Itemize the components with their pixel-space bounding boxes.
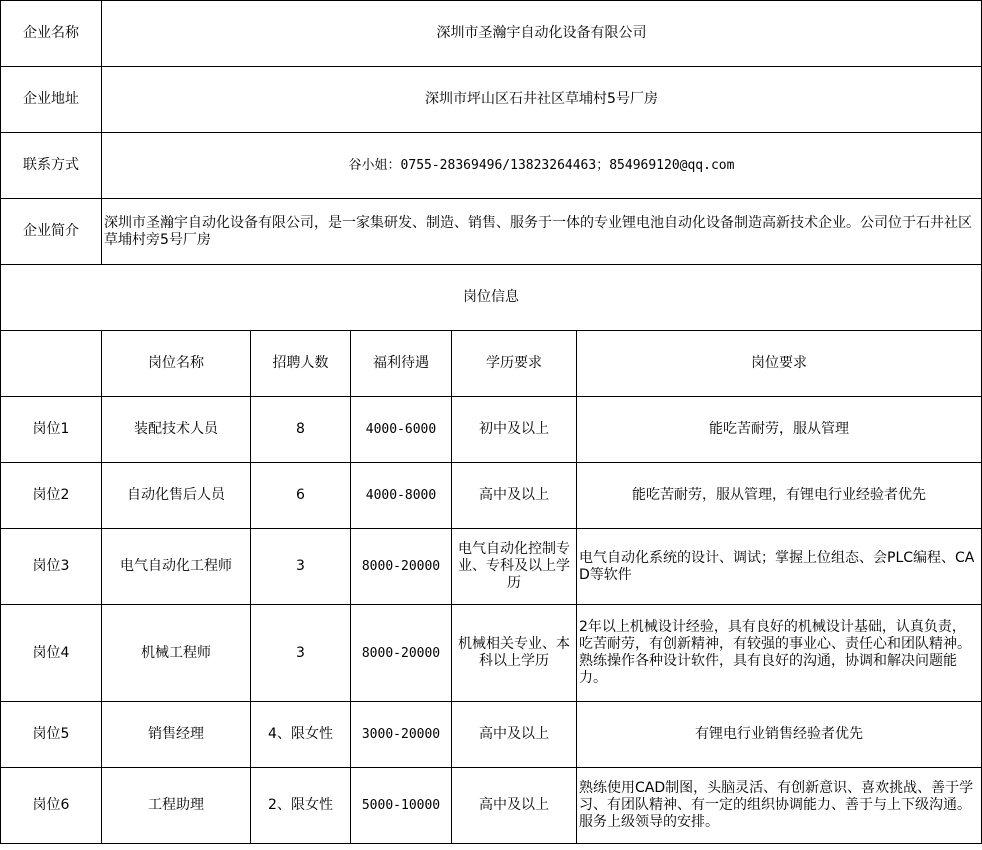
job-requirements: 熟练使用CAD制图，头脑灵活、有创新意识、喜欢挑战、善于学习、有团队精神、有一定的组织协调能力、善于与上下级沟通。服务上级领导的安排。 (577, 768, 982, 844)
company-intro-value: 深圳市圣瀚宇自动化设备有限公司，是一家集研发、制造、销售、服务于一体的专业锂电池自动化设备制造高新技术企业。公司位于石井社区草埔村旁5号厂房 (102, 199, 982, 265)
job-count: 3 (251, 605, 351, 702)
job-salary: 5000-10000 (351, 768, 452, 844)
company-contact-label: 联系方式 (1, 133, 102, 199)
header-job-education: 学历要求 (452, 331, 577, 397)
job-education: 高中及以上 (452, 702, 577, 768)
header-job-count: 招聘人数 (251, 331, 351, 397)
job-education: 高中及以上 (452, 768, 577, 844)
job-education: 机械相关专业、本科以上学历 (452, 605, 577, 702)
job-requirements: 有锂电行业销售经验者优先 (577, 702, 982, 768)
jobs-section-title: 岗位信息 (1, 265, 982, 331)
company-name-row (1, 1, 982, 67)
job-requirements: 能吃苦耐劳，服从管理，有锂电行业经验者优先 (577, 463, 982, 529)
job-salary: 3000-20000 (351, 702, 452, 768)
company-address-label: 企业地址 (1, 67, 102, 133)
header-job-name: 岗位名称 (102, 331, 251, 397)
company-contact-row (1, 133, 982, 199)
table-row (1, 768, 982, 844)
job-label: 岗位2 (1, 463, 102, 529)
jobs-header-row (1, 331, 982, 397)
job-name: 机械工程师 (102, 605, 251, 702)
job-education: 电气自动化控制专业、专科及以上学历 (452, 529, 577, 605)
table-row (1, 397, 982, 463)
job-requirements: 电气自动化系统的设计、调试；掌握上位组态、会PLC编程、CAD等软件 (577, 529, 982, 605)
header-job-requirements: 岗位要求 (577, 331, 982, 397)
job-count: 4、限女性 (251, 702, 351, 768)
job-requirements: 能吃苦耐劳，服从管理 (577, 397, 982, 463)
company-address-row (1, 67, 982, 133)
job-count: 6 (251, 463, 351, 529)
job-label: 岗位1 (1, 397, 102, 463)
header-empty-cell (1, 331, 102, 397)
company-intro-label: 企业简介 (1, 199, 102, 265)
table-row (1, 529, 982, 605)
job-name: 自动化售后人员 (102, 463, 251, 529)
job-label: 岗位3 (1, 529, 102, 605)
table-row (1, 463, 982, 529)
job-salary: 4000-6000 (351, 397, 452, 463)
job-count: 2、限女性 (251, 768, 351, 844)
job-label: 岗位6 (1, 768, 102, 844)
job-name: 销售经理 (102, 702, 251, 768)
company-name-value: 深圳市圣瀚宇自动化设备有限公司 (102, 1, 982, 67)
jobs-section-row (1, 265, 982, 331)
job-label: 岗位5 (1, 702, 102, 768)
job-name: 电气自动化工程师 (102, 529, 251, 605)
job-count: 8 (251, 397, 351, 463)
table-row (1, 702, 982, 768)
job-education: 初中及以上 (452, 397, 577, 463)
job-label: 岗位4 (1, 605, 102, 702)
job-name: 装配技术人员 (102, 397, 251, 463)
company-name-label: 企业名称 (1, 1, 102, 67)
company-contact-value: 谷小姐：0755-28369496/13823264463；854969120@qq.com (102, 133, 982, 199)
company-address-value: 深圳市坪山区石井社区草埔村5号厂房 (102, 67, 982, 133)
job-salary: 8000-20000 (351, 605, 452, 702)
job-requirements: 2年以上机械设计经验，具有良好的机械设计基础，认真负责，吃苦耐劳，有创新精神，有较强的事业心、责任心和团队精神。熟练操作各种设计软件，具有良好的沟通，协调和解决问题能力。 (577, 605, 982, 702)
job-name: 工程助理 (102, 768, 251, 844)
job-salary: 8000-20000 (351, 529, 452, 605)
job-education: 高中及以上 (452, 463, 577, 529)
header-job-salary: 福利待遇 (351, 331, 452, 397)
table-row (1, 605, 982, 702)
job-salary: 4000-8000 (351, 463, 452, 529)
company-intro-row (1, 199, 982, 265)
job-count: 3 (251, 529, 351, 605)
